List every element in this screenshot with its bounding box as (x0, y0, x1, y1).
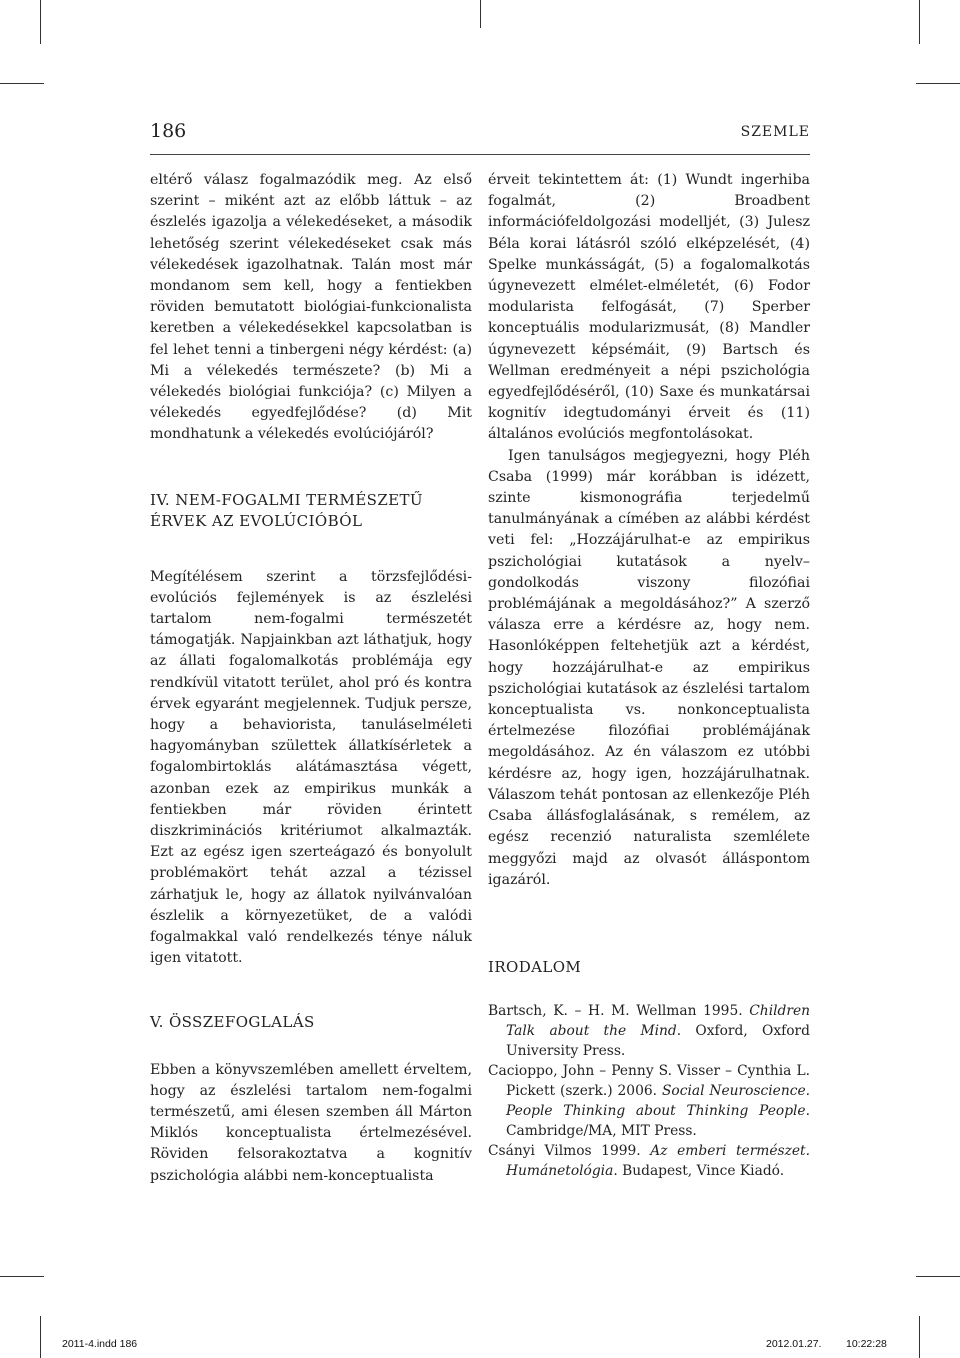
right-column (488, 170, 810, 1181)
section-4-title-line-1: IV. NEM-FOGALMI TERMÉSZETŰ (150, 490, 423, 509)
crop-mark-bottom-left-v (40, 1316, 41, 1358)
reference-author: Csányi Vilmos 1999. (488, 1142, 651, 1159)
left-column (150, 170, 472, 1187)
crop-mark-top-left-v (40, 0, 41, 44)
section-5-body: Ebben a könyvszemlében amellett érveltem, hogy az észlelési tartalom nem-fogalmi természetű, ami élesen szemben áll Márton Miklós konceptualista értelmezésével. Röviden felsorakoztatva a kognitív pszichológia alábbi nem-konceptualista (150, 1061, 472, 1184)
reference-publisher: . Oxford, Oxford University Press. (506, 1022, 810, 1059)
reference-title: Children Talk about the Mind (506, 1002, 810, 1039)
footer-time: 10:22:28 (846, 1338, 887, 1350)
crop-mark-bottom-right-v (919, 1316, 920, 1358)
reference-title: Az emberi természet. Humánetológia (506, 1142, 810, 1179)
section-5-title: V. ÖSSZEFOGLALÁS (150, 1012, 315, 1031)
footer-file-label: 2011-4.indd 186 (62, 1338, 138, 1350)
section-4-title-line-2: ÉRVEK AZ EVOLÚCIÓBÓL (150, 511, 363, 530)
reference-publisher: . Cambridge/MA, MIT Press. (506, 1102, 810, 1139)
crop-mark-bottom-left-h (0, 1276, 44, 1277)
reference-author: Bartsch, K. – H. M. Wellman 1995. (488, 1002, 750, 1019)
reference-item (488, 1141, 810, 1181)
crop-mark-top-right-v (919, 0, 920, 44)
reference-item (488, 1061, 810, 1141)
section-4-body: Megítélésem szerint a törzsfejlődési-evolúciós fejlemények is az észlelési tartalom nem-fogalmi természetét támogatják. Napjainkban azt láthatjuk, hogy az állati fogalomalkotás problémája egy rendkívül vitatott terület, ahol pró és kontra érvek egyaránt megjelennek. Tudjuk persze, hogy a behaviorista, tanuláselméleti hagyományban születtek állatkísérletek a fogalombirtoklás alátámasztása végett, azonban ezek az empirikus munkák a fentiekben már röviden érintett diszkriminációs kritériumot alkalmazták. Ezt az egész igen szerteágazó és bonyolult problémakört tehát azzal a tézissel zárhatjuk le, hogy az állatok nyilvánvalóan észlelik a környezetüket, de a valódi fogalmakkal való rendelkezés ténye náluk igen vitatott. (150, 568, 472, 967)
left-paragraph-1: eltérő válasz fogalmazódik meg. Az első szerint – miként azt az előbb láttuk – az észlelés igazolja a vélekedéseket, a második lehetőség szerint vélekedéseket csak más vélekedések igazolhatnak. Talán most már mondanom sem kell, hogy a fentiekben röviden bemutatott biológiai-funkcionalista keretben a vélekedésekkel kapcsolatban is fel lehet tenni a tinbergeni négy kérdést: (a) Mi a vélekedés természete? (b) Mi a vélekedés biológiai funkciója? (c) Milyen a vélekedés egyedfejlődése? (d) Mit mondhatunk a vélekedés evolúciójáról? (150, 172, 472, 443)
running-head: SZEMLE (740, 124, 810, 140)
header-rule (150, 154, 810, 155)
crop-mark-top-right-h (916, 83, 960, 84)
reference-list (488, 1001, 810, 1181)
reference-author: Cacioppo, John – Penny S. Visser – Cynthia L. Pickett (szerk.) 2006. (488, 1062, 810, 1099)
reference-title: Social Neuroscience. People Thinking about Thinking People (506, 1082, 810, 1119)
right-paragraph-1: érveit tekintettem át: (1) Wundt ingerhiba fogalmát, (2) Broadbent információfeldolgozási modelljét, (3) Julesz Béla korai látásról szóló elképzelését, (4) Spelke munkásságát, (5) a fogalomalkotás úgynevezett elmélet-elméletét, (6) Fodor modularista felfogását, (7) Sperber konceptuális modularizmusát, (8) Mandler úgynevezett képsémáit, (9) Bartsch és Wellman eredményeit a népi pszichológia egyedfejlődéséről, (10) Saxe és munkatársai kognitív idegtudományi érveit és (11) általános evolúciós megfontolásokat. (488, 172, 810, 443)
reference-publisher: . Budapest, Vince Kiadó. (613, 1162, 785, 1179)
right-paragraph-2: Igen tanulságos megjegyezni, hogy Pléh Csaba (1999) már korábban is idézett, szinte kismonográfia terjedelmű tanulmányának a címében az alábbi kérdést veti fel: „Hozzájárulhat-e az empirikus pszichológiai kutatások a nyelv–gondolkodás viszony filozófiai problémájának a megoldásához?” A szerző válasza erre a kérdésre az, hogy nem. Hasonlóképpen feltehetjük azt a kérdést, hogy hozzájárulhat-e az empirikus pszichológiai kutatások az észlelési tartalom konceptualista vs. nonkonceptualista értelmezése filozófiai problémájának megoldásához. Az én válaszom ez utóbbi kérdésre az, hogy igen, hozzájárulhatnak. Válaszom tehát pontosan az ellenkezője Pléh Csaba állásfoglalásának, s remélem, az egész recenzió naturalista szemlélete meggyőzi majd az olvasót álláspontom igazáról. (488, 447, 810, 888)
crop-mark-top-left-h (0, 83, 44, 84)
crop-mark-bottom-right-h (916, 1276, 960, 1277)
crop-mark-top-center (480, 0, 481, 28)
footer-date: 2012.01.27. (766, 1338, 822, 1350)
bibliography-title: IRODALOM (488, 957, 582, 976)
reference-item (488, 1001, 810, 1061)
page-number: 186 (150, 120, 187, 142)
